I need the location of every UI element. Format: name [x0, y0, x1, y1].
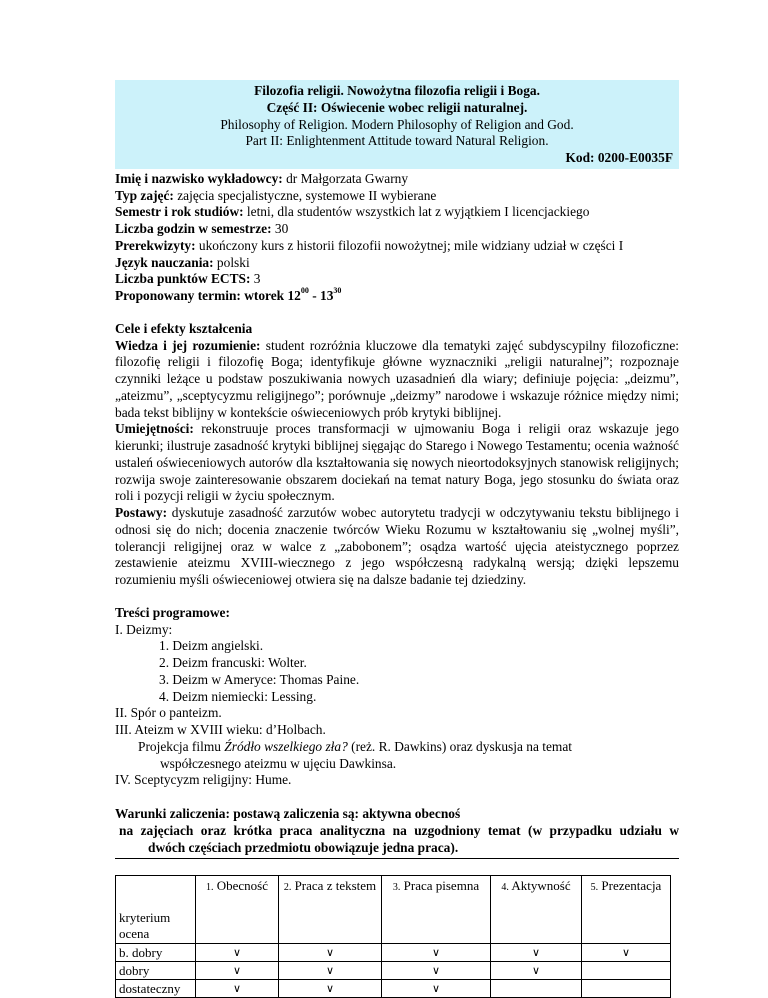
- conditions-line2: na zajęciach oraz krótka praca analityczna na uzgodniony temat (w przypadku udziału w: [119, 822, 679, 838]
- program-title: Treści programowe:: [115, 604, 230, 620]
- program-subitem: 2. Deizm francuski: Wolter.: [159, 655, 307, 670]
- criteria-label: kryterium: [119, 909, 171, 925]
- program-subitem: 3. Deizm w Ameryce: Thomas Paine.: [159, 671, 360, 687]
- mark-cell: ∨: [279, 944, 382, 962]
- grading-table: [115, 875, 671, 998]
- knowledge-paragraph: [115, 338, 679, 422]
- mark-cell: ∨: [196, 962, 279, 980]
- type-value: zajęcia specjalistyczne, systemowe II wybierane: [173, 187, 437, 203]
- column-header: [382, 876, 491, 944]
- grade-label: ocena: [119, 926, 150, 941]
- column-label: Obecność: [216, 878, 268, 894]
- ects-label: Liczba punktów ECTS:: [115, 271, 251, 287]
- attitudes-paragraph: [115, 505, 679, 589]
- course-header: [115, 80, 679, 169]
- skills-text: rekonstruuje proces transformacji w ujmowaniu Boga i religii oraz wskazuje jego kierunki; ilustruje zasadność krytyki biblijnej sięgając do Starego i Nowego Testamentu; ocenia ważność ustaleń oświeceniowych autorów dla kształtowania się nowych nieortodoksyjnych stanowisk religijnych; rozwija swoje zainteresowanie obszarem dociekań na temat natury Boga, jego stosunku do świata oraz roli i pozycji religii w życiu społecznym.: [115, 421, 679, 504]
- grade-cell: dostateczny: [116, 980, 196, 998]
- column-number: 4.: [501, 882, 509, 894]
- program-item: I. Deizmy:: [115, 621, 173, 637]
- column-number: 5.: [590, 882, 599, 894]
- semester-label: Semestr i rok studiów:: [115, 204, 244, 220]
- grade-cell: dobry: [116, 962, 196, 980]
- lecturer-label: Imię i nazwisko wykładowcy:: [115, 170, 283, 186]
- program-item: IV. Sceptycyzm religijny: Hume.: [115, 772, 292, 788]
- column-number: 1.: [205, 882, 214, 894]
- prereq-value: ukończony kurs z historii filozofii nowożytnej; mile widziany udział w części I: [195, 237, 624, 253]
- term-start-minutes: 00: [300, 286, 309, 295]
- syllabus-page: [115, 80, 679, 998]
- column-number: 3.: [392, 882, 401, 894]
- mark-cell: [491, 980, 582, 998]
- table-row: [116, 980, 671, 998]
- mark-cell: [582, 980, 671, 998]
- mark-cell: ∨: [382, 980, 491, 998]
- title-pl-line2: Część II: Oświecenie wobec religii naturalnej.: [266, 99, 528, 115]
- conditions-line3: dwóch częściach przedmiotu obowiązuje jedna praca).: [148, 839, 459, 855]
- table-header-row: [116, 876, 671, 944]
- title-en-line2: Part II: Enlightenment Attitude toward Natural Religion.: [245, 133, 549, 149]
- column-label: Praca z tekstem: [294, 878, 377, 894]
- film-note-continuation: współczesnego ateizmu w ujęciu Dawkinsa.: [160, 755, 397, 771]
- conditions-section: [115, 806, 679, 856]
- info-lecturer: [115, 171, 679, 188]
- mark-cell: ∨: [582, 944, 671, 962]
- program-item: II. Spór o panteizm.: [115, 705, 222, 721]
- course-info: [115, 171, 679, 305]
- mark-cell: [582, 962, 671, 980]
- program-film-note: [115, 739, 679, 773]
- info-type: [115, 188, 679, 205]
- table-row: [116, 944, 671, 962]
- column-label: Aktywność: [511, 878, 571, 894]
- mark-cell: ∨: [196, 980, 279, 998]
- knowledge-text: student rozróżnia kluczowe dla tematyki zajęć subdyscypilny filozoficzne: filozofię religii i filozofię Boga; identyfikuje główne wyznaczniki „religii naturalnej”; rozpoznaje czynniki leżące u podstaw poszukiwania nowych uzasadnień dla wiary; definiuje pojęcia: „deizmu”, „ateizmu”, „sceptycyzmu religijnego”; porównuje „deizmy” narodowe i wskazuje różnice między nimi; bada tekst biblijny w kontekście oświeceniowych prób krytyki biblijnej.: [115, 337, 680, 420]
- film-title: Źródło wszelkiego zła?: [224, 738, 348, 754]
- column-label: Praca pisemna: [403, 878, 480, 894]
- info-term: [115, 288, 679, 305]
- mark-cell: ∨: [491, 944, 582, 962]
- film-note-prefix: Projekcja filmu: [138, 738, 225, 754]
- info-language: [115, 255, 679, 272]
- mark-cell: ∨: [382, 962, 491, 980]
- lecturer-value: dr Małgorzata Gwarny: [282, 170, 409, 186]
- column-header: [491, 876, 582, 944]
- column-header: [279, 876, 382, 944]
- column-header: [196, 876, 279, 944]
- title-pl-line1: Filozofia religii. Nowożytna filozofia religii i Boga.: [254, 83, 540, 98]
- mark-cell: ∨: [196, 944, 279, 962]
- program-subitem: 1. Deizm angielski.: [159, 638, 264, 654]
- attitudes-text: dyskutuje zasadność zarzutów wobec autorytetu tradycji w odczytywaniu tekstu biblijnego i odnosi się do nich; docenia znaczenie twórców Wieku Rozumu w kształtowaniu się „wolnej myśli”, tolerancji religijnej oraz w walce z „zabobonem”; osądza wartość ujęcia ateistycznego poprzez zestawienie ateizmu XVIII-wiecznego z jego współczesną radykalną wersją; dzięki lepszemu rozumieniu myśli oświeceniowej otwiera się na dalsze badanie tej dziedziny.: [115, 505, 679, 587]
- prereq-label: Prerekwizyty:: [115, 237, 196, 253]
- ects-value: 3: [250, 271, 261, 287]
- info-semester: [115, 204, 679, 221]
- conditions-line1: Warunki zaliczenia: postawą zaliczenia są: aktywna obecnoś: [115, 806, 461, 821]
- grade-cell: b. dobry: [116, 944, 196, 962]
- column-number: 2.: [283, 882, 292, 894]
- hours-label: Liczba godzin w semestrze:: [115, 221, 272, 236]
- attitudes-label: Postawy:: [115, 505, 168, 520]
- skills-label: Umiejętności:: [115, 421, 194, 437]
- term-label: Proponowany termin: wtorek 12: [115, 288, 301, 303]
- info-prereq: [115, 238, 679, 255]
- skills-paragraph: [115, 421, 679, 505]
- term-end-minutes: 30: [333, 286, 342, 295]
- info-hours: [115, 221, 679, 238]
- mark-cell: ∨: [491, 962, 582, 980]
- mark-cell: ∨: [382, 944, 491, 962]
- program-section: [115, 605, 679, 789]
- language-value: polski: [213, 254, 250, 270]
- title-en-line1: Philosophy of Religion. Modern Philosophy of Religion and God.: [220, 116, 574, 132]
- section-divider: [115, 858, 679, 859]
- semester-value: letni, dla studentów wszystkich lat z wyjątkiem I licencjackiego: [243, 204, 590, 220]
- column-label: Prezentacja: [601, 878, 662, 894]
- program-item: III. Ateizm w XVIII wieku: d’Holbach.: [115, 722, 326, 737]
- term-text: [115, 288, 341, 303]
- column-header: [582, 876, 671, 944]
- criteria-header-cell: [116, 876, 196, 944]
- language-label: Język nauczania:: [115, 254, 214, 270]
- mark-cell: ∨: [279, 962, 382, 980]
- term-end-hour: - 13: [308, 288, 334, 303]
- goals-section: [115, 321, 679, 589]
- info-ects: [115, 271, 679, 288]
- mark-cell: ∨: [279, 980, 382, 998]
- film-note-suffix: (reż. R. Dawkins) oraz dyskusja na temat: [347, 738, 573, 754]
- knowledge-label: Wiedza i jej rozumienie:: [115, 337, 261, 353]
- program-subitem: 4. Deizm niemiecki: Lessing.: [159, 688, 317, 704]
- course-code: Kod: 0200-E0035F: [565, 150, 673, 165]
- type-label: Typ zajęć:: [115, 187, 174, 203]
- table-row: [116, 962, 671, 980]
- hours-value: 30: [271, 221, 289, 236]
- goals-title: Cele i efekty kształcenia: [115, 320, 253, 336]
